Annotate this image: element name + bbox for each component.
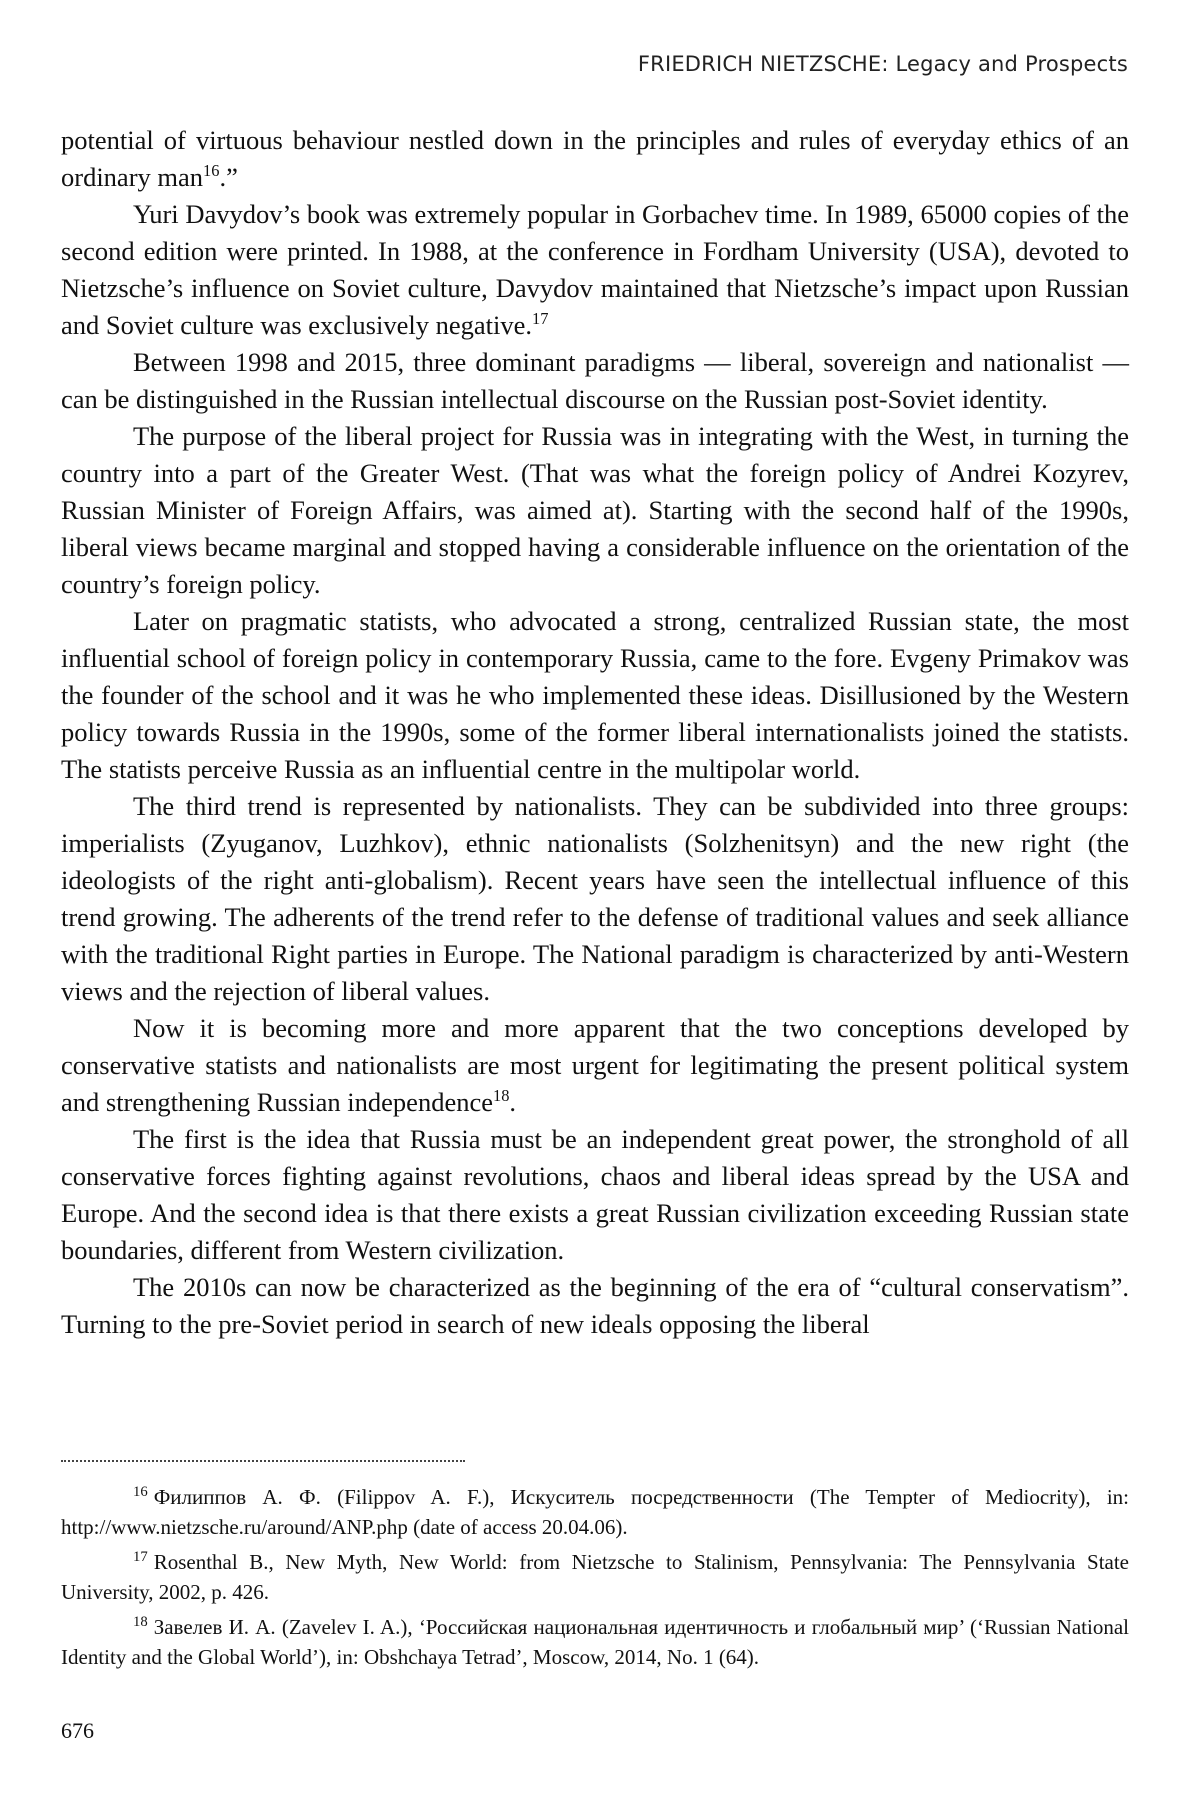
footnote-number: 17 bbox=[133, 1549, 148, 1565]
footnotes bbox=[61, 1482, 1129, 1677]
paragraph bbox=[61, 1121, 1129, 1269]
footnote-ref[interactable]: 18 bbox=[492, 1086, 510, 1106]
main-text bbox=[61, 122, 1129, 1343]
paragraph-text: The 2010s can now be characterized as the beginning of the era of “cultural conservatism”. Turning to the pre-Soviet period in search of new ideals opposing the liberal bbox=[61, 1272, 1129, 1339]
footnote-ref[interactable]: 16 bbox=[203, 161, 220, 181]
paragraph-text: Now it is becoming more and more apparent that the two conceptions developed by conservative statists and nationalists are most urgent for legitimating the present political system and strengthening Russian independence bbox=[61, 1013, 1129, 1117]
paragraph-text: Later on pragmatic statists, who advocated a strong, centralized Russian state, the most influential school of foreign policy in contemporary Russia, came to the fore. Evgeny Primakov was the founder of the school and it was he who implemented these ideas. Disillusioned by the Western policy towards Russia in the 1990s, some of the former liberal internationalists joined the statists. The statists perceive Russia as an influential centre in the multipolar world. bbox=[61, 606, 1129, 784]
footnote-ref[interactable]: 17 bbox=[531, 309, 549, 329]
running-header: FRIEDRICH NIETZSCHE: Legacy and Prospects bbox=[637, 52, 1128, 76]
paragraph bbox=[61, 196, 1129, 344]
footnote-text: Завелев И. А. (Zavelev I. A.), ‘Российская национальная идентичность и глобальный мир’ (‘Russian National Identity and the Global World’), in: Obshchaya Tetrad’, Moscow, 2014, No. 1 (64). bbox=[61, 1615, 1129, 1669]
footnote bbox=[61, 1612, 1129, 1672]
paragraph-text: The first is the idea that Russia must be an independent great power, the stronghold of all conservative forces fighting against revolutions, chaos and liberal ideas spread by the USA and Europe. And the second idea is that there exists a great Russian civilization exceeding Russian state boundaries, different from Western civilization. bbox=[61, 1124, 1129, 1265]
footnote-number: 16 bbox=[133, 1484, 148, 1500]
footnote bbox=[61, 1482, 1129, 1542]
page-number: 676 bbox=[61, 1718, 94, 1743]
paragraph bbox=[61, 603, 1129, 788]
footnote-number: 18 bbox=[133, 1614, 148, 1630]
paragraph-text: potential of virtuous behaviour nestled down in the principles and rules of everyday ethics of an ordinary man bbox=[61, 125, 1129, 192]
paragraph-text: Between 1998 and 2015, three dominant paradigms — liberal, sovereign and nationalist — can be distinguished in the Russian intellectual discourse on the Russian post-Soviet identity. bbox=[61, 347, 1129, 414]
paragraph-text: Yuri Davydov’s book was extremely popular in Gorbachev time. In 1989, 65000 copies of the second edition were printed. In 1988, at the conference in Fordham University (USA), devoted to Nietzsche’s influence on Soviet culture, Davydov maintained that Nietzsche’s impact upon Russian and Soviet culture was exclusively negative. bbox=[61, 199, 1129, 340]
paragraph bbox=[61, 122, 1129, 196]
footnote-separator bbox=[61, 1460, 465, 1462]
paragraph bbox=[61, 1269, 1129, 1343]
paragraph-text: The third trend is represented by nationalists. They can be subdivided into three groups: imperialists (Zyuganov, Luzhkov), ethnic nationalists (Solzhenitsyn) and the new right (the ideologists of the right anti-globalism). Recent years have seen the intellectual influence of this trend growing. The adherents of the trend refer to the defense of traditional values and seek alliance with the traditional Right parties in Europe. The National paradigm is characterized by anti-Western views and the rejection of liberal values. bbox=[61, 791, 1129, 1006]
paragraph bbox=[61, 788, 1129, 1010]
footnote bbox=[61, 1547, 1129, 1607]
footnote-text: Филиппов А. Ф. (Filippov A. F.), Искуситель посредственности (The Tempter of Mediocrity), in: http://www.nietzsche.ru/around/ANP.php (date of access 20.04.06). bbox=[61, 1485, 1129, 1539]
paragraph bbox=[61, 1010, 1129, 1121]
footnote-text: Rosenthal B., New Myth, New World: from Nietzsche to Stalinism, Pennsylvania: The Pennsylvania State University, 2002, p. 426. bbox=[61, 1550, 1129, 1604]
paragraph-tail: . bbox=[509, 1087, 517, 1117]
paragraph-tail: .” bbox=[219, 162, 238, 192]
paragraph bbox=[61, 418, 1129, 603]
paragraph-text: The purpose of the liberal project for Russia was in integrating with the West, in turning the country into a part of the Greater West. (That was what the foreign policy of Andrei Kozyrev, Russian Minister of Foreign Affairs, was aimed at). Starting with the second half of the 1990s, liberal views became marginal and stopped having a considerable influence on the orientation of the country’s foreign policy. bbox=[61, 421, 1129, 599]
paragraph bbox=[61, 344, 1129, 418]
